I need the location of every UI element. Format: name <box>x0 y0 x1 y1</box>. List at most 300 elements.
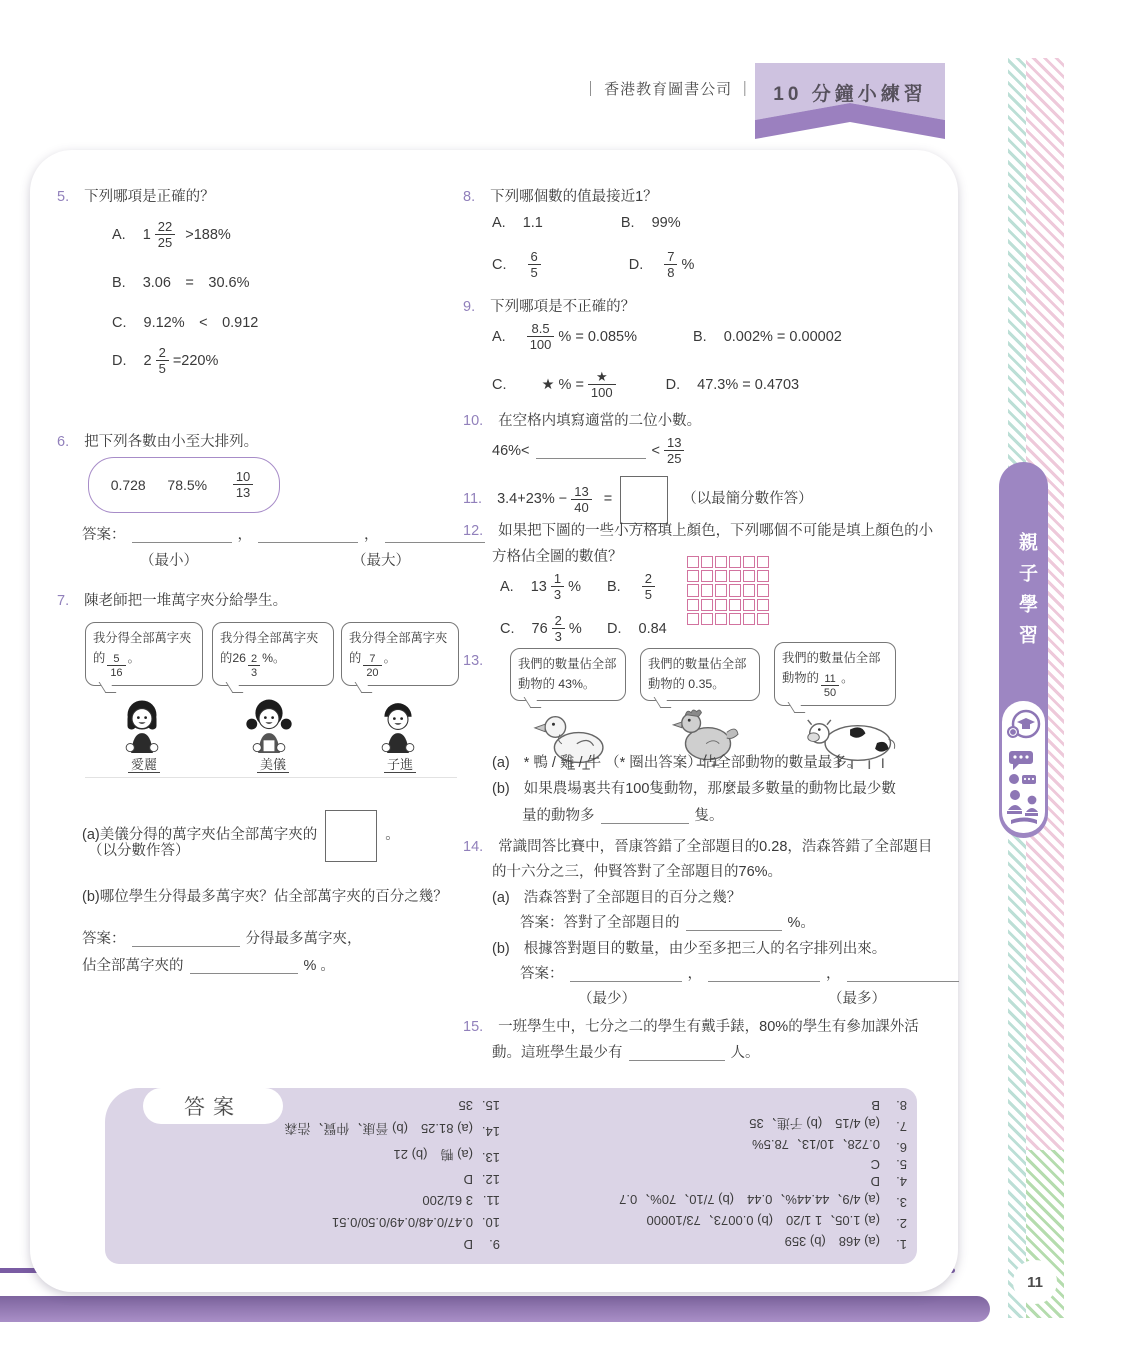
option-value: 9.12% < 0.912 <box>143 315 259 331</box>
denominator: 16 <box>107 665 125 679</box>
q9-options-ab <box>492 322 842 353</box>
q5-option-a <box>112 220 231 251</box>
part-text: (a)美儀分得的萬字夾佔全部萬字夾的 <box>82 827 318 844</box>
bubble-tail <box>654 697 672 708</box>
part-text: 浩森答對了全部題目的百分之幾？ <box>523 890 742 906</box>
part-label: (a) <box>492 890 510 906</box>
bubble-text: 我們的數量佔全部動物的 43%。 <box>518 657 617 691</box>
numerator: 13 <box>574 483 589 499</box>
answer-number: 13. <box>481 1149 500 1165</box>
grid-cell <box>743 570 755 582</box>
answer-value: 3 61/200 <box>422 1193 473 1209</box>
bubble-text: 。 <box>841 670 854 685</box>
answer-key-row <box>123 1172 500 1187</box>
denominator: 100 <box>527 336 555 352</box>
numerator: ★ <box>595 369 608 384</box>
q8-options-ab <box>492 214 681 234</box>
denominator: 50 <box>821 685 839 699</box>
q14-part-b-answer <box>520 965 965 985</box>
denominator: 5 <box>642 586 655 602</box>
option-value: =220% <box>172 352 219 369</box>
numerator: 7 <box>369 652 376 665</box>
answer-number: 10. <box>481 1215 500 1231</box>
question-12-line2: 方格佔全圖的數值？ <box>492 549 623 565</box>
question-14-header <box>463 838 932 858</box>
q7-part-b: (b)哪位學生分得最多萬字夾？佔全部萬字夾的百分之幾？ <box>82 889 448 905</box>
kid-name: 愛麗 <box>85 754 203 773</box>
option-label: C. <box>492 376 507 393</box>
question-text: 如果把下圖的一些小方格填上顏色，下列哪個不可能是填上顏色的小 <box>498 523 934 539</box>
answer-key-row <box>123 1120 500 1139</box>
answer-value: C <box>870 1157 880 1172</box>
numerator: 5 <box>113 652 120 665</box>
grid-cell <box>715 599 727 611</box>
fraction <box>248 653 260 679</box>
parent-child-learning-icon <box>1005 707 1043 827</box>
question-text: 下列哪項是不正確的？ <box>490 299 636 315</box>
note-text: （以最簡分數作答） <box>682 491 813 508</box>
option-label: B. <box>620 215 635 231</box>
answer-label: 答案： <box>82 931 126 947</box>
q13-part-b <box>492 780 896 800</box>
bubble-text: 我分得全部萬字夾的 <box>349 631 448 665</box>
fraction <box>107 653 125 679</box>
question-6-header <box>57 433 258 453</box>
answer-number: 6. <box>896 1140 907 1155</box>
answer-key-row <box>123 1215 500 1230</box>
option-value: 13 <box>530 578 547 595</box>
q6-number-box <box>88 457 280 513</box>
question-15-line2 <box>492 1044 760 1064</box>
expression-text: < <box>651 442 660 459</box>
answer-number: 4. <box>896 1174 907 1189</box>
bubble-text: 我們的數量佔全部動物的 <box>782 651 881 685</box>
q5-option-b <box>112 274 250 294</box>
grid-cell <box>701 584 713 596</box>
page-number-badge <box>1013 1260 1057 1304</box>
answer-number: 7. <box>896 1119 907 1134</box>
separator: ， <box>364 527 379 543</box>
question-9-header <box>463 298 635 318</box>
numerator: 2 <box>644 571 652 586</box>
question-number: 10. <box>463 413 484 429</box>
grid-cell <box>687 599 699 611</box>
answer-number: 2. <box>896 1216 907 1231</box>
grid-cell <box>757 599 769 611</box>
fraction <box>588 370 616 401</box>
answer-key-row <box>500 1098 907 1113</box>
answer-value: (a) 鴨 (b) 21 <box>393 1146 473 1162</box>
option-label: D. <box>607 621 622 637</box>
page-number: 11 <box>1027 1273 1043 1291</box>
denominator: 5 <box>156 360 169 376</box>
kid-name: 子進 <box>341 754 459 773</box>
fraction <box>155 220 175 251</box>
q14-part-b <box>492 940 886 960</box>
expression-text: = <box>603 491 613 508</box>
answer-label: 答案： <box>520 966 564 982</box>
answer-key-row <box>123 1237 500 1252</box>
option-label: A. <box>112 226 126 243</box>
option-label: A. <box>492 328 506 345</box>
numerator: 10 <box>235 468 251 484</box>
option-label: C. <box>492 256 507 273</box>
answer-number: 14. <box>481 1123 500 1139</box>
answer-key-column-1 <box>500 1098 907 1252</box>
numerator: 6 <box>530 249 538 264</box>
part-text: 隻。 <box>694 808 724 824</box>
answer-key-row <box>500 1212 907 1231</box>
q9-options-cd <box>492 370 799 401</box>
answer-key-row <box>123 1146 500 1165</box>
option-label: C. <box>500 620 515 637</box>
answer-blank <box>132 932 240 947</box>
fraction <box>664 250 677 281</box>
question-text: 動。這班學生最少有 <box>492 1045 623 1061</box>
numerator: 1 <box>553 571 562 586</box>
grid-cell <box>687 613 699 625</box>
grid-cell <box>743 599 755 611</box>
answer-key-row <box>500 1115 907 1134</box>
answer-value: (a) 468 (b) 359 <box>784 1234 880 1249</box>
question-number: 12. <box>463 523 484 539</box>
fraction <box>363 653 381 679</box>
answer-key-title: 答案 <box>143 1088 283 1124</box>
denominator: 3 <box>552 628 565 644</box>
fraction <box>664 436 684 467</box>
grid-cell <box>757 584 769 596</box>
q13-part-a <box>492 754 861 774</box>
fraction <box>551 572 564 603</box>
speech-bubble <box>212 622 334 686</box>
part-label: (a) <box>492 755 510 771</box>
bubble-text: 我們的數量佔全部動物的 0.35。 <box>648 657 747 691</box>
expression-text: 3.4+23% − <box>497 491 568 508</box>
answer-blank <box>686 916 782 931</box>
answer-key-row <box>500 1191 907 1210</box>
q7-answer-line-1 <box>82 930 362 950</box>
fraction <box>233 470 253 501</box>
bubble-text: 26 <box>232 650 246 665</box>
option-label: A. <box>500 578 514 595</box>
answer-box-square <box>325 810 377 862</box>
answer-text: % 。 <box>303 958 335 974</box>
question-number: 8. <box>463 189 476 205</box>
option-value: 0.002% = 0.00002 <box>723 328 842 345</box>
option-value: >188% <box>185 226 231 243</box>
denominator: 13 <box>233 484 253 500</box>
grid-cell <box>729 599 741 611</box>
answer-value: B <box>871 1098 880 1113</box>
bubble-text: 我分得全部萬字夾的 <box>220 631 319 665</box>
part-label: (b) <box>492 941 510 957</box>
option-value: 76 <box>531 620 548 637</box>
part-text: 根據答對題目的數量，由少至多把三人的名字排列出來。 <box>523 941 887 957</box>
part-text: 量的動物多 <box>522 808 595 824</box>
expression-text: 46%< <box>492 442 530 459</box>
answer-number: 9. <box>489 1237 500 1252</box>
q14-part-a-answer <box>520 914 815 934</box>
question-13-number <box>463 652 498 672</box>
kid-figure <box>212 622 334 777</box>
grid-cell <box>729 613 741 625</box>
answer-key-box <box>105 1088 917 1264</box>
denominator: 40 <box>571 499 591 515</box>
grid-cell <box>729 584 741 596</box>
answer-value: 0.47/0.48/0.49/0.50/0.51 <box>332 1215 473 1231</box>
q7-answer-line-2 <box>82 957 335 977</box>
q12-grid <box>687 556 769 625</box>
question-text: 一班學生中，七分之二的學生有戴手錶，80%的學生有參加課外活 <box>498 1019 919 1035</box>
answer-number: 3. <box>896 1195 907 1210</box>
numerator: 2 <box>251 652 258 665</box>
answer-number: 11. <box>482 1193 500 1209</box>
kid-name: 美儀 <box>212 754 334 773</box>
option-value: 3.06 = 30.6% <box>142 275 250 291</box>
answer-key-row <box>500 1136 907 1155</box>
grid-cell <box>701 613 713 625</box>
girl-bob-illustration <box>113 693 171 755</box>
question-number: 13. <box>463 653 484 669</box>
answer-blank <box>258 528 358 543</box>
answer-value: D <box>463 1171 473 1187</box>
bubble-tail <box>524 697 542 708</box>
question-text: 在空格内填寫適當的二位小數。 <box>498 413 702 429</box>
question-text: 把下列各數由小至大排列。 <box>84 434 259 450</box>
speech-bubble <box>510 648 626 701</box>
numerator: 22 <box>157 219 173 234</box>
banner-ribbon <box>755 63 945 148</box>
denominator: 25 <box>664 450 684 466</box>
grid-cell <box>729 570 741 582</box>
separator: ， <box>237 527 252 543</box>
answer-box-square <box>620 476 668 524</box>
denominator: 20 <box>363 665 381 679</box>
denominator: 3 <box>248 665 260 679</box>
bubble-tail <box>355 682 373 693</box>
part-text: * 鴨 / 雞 / 牛 （* 圈出答案）佔全部動物的數量最多。 <box>523 755 862 771</box>
answer-blank <box>629 1046 725 1061</box>
q5-option-c <box>112 314 258 334</box>
grid-cell <box>687 556 699 568</box>
question-number: 6. <box>57 434 70 450</box>
question-12-header <box>463 522 933 542</box>
bubble-text: %。 <box>262 650 286 665</box>
answer-label: 答案： <box>82 527 126 543</box>
banner-title: 10 分鐘小練習 <box>773 84 927 105</box>
fraction <box>642 572 655 603</box>
question-text: 常識問答比賽中，晉康答錯了全部題目的0.28，浩森答錯了全部題目 <box>498 839 933 855</box>
q5-option-d <box>112 346 218 377</box>
answer-value: 35 <box>458 1098 473 1114</box>
question-14-line2: 的十六分之三，仲賢答對了全部題目的76%。 <box>492 864 783 880</box>
grid-cell <box>715 584 727 596</box>
option-value: 1 <box>142 226 151 243</box>
grid-cell <box>729 556 741 568</box>
answer-key-row <box>500 1174 907 1189</box>
q12-option-a <box>500 572 581 603</box>
q10-line <box>492 436 688 467</box>
option-label: B. <box>607 578 621 595</box>
grid-cell <box>687 570 699 582</box>
question-number: 5. <box>57 189 70 205</box>
q13-illustration <box>510 636 958 770</box>
grid-cell <box>715 613 727 625</box>
question-5-header <box>57 188 215 208</box>
question-text: 陳老師把一堆萬字夾分給學生。 <box>84 593 288 609</box>
bubble-text: 我分得全部萬字夾的 <box>93 631 192 665</box>
bubble-tail <box>788 702 806 713</box>
option-label: D. <box>665 376 681 393</box>
q14-least-label: （最少） <box>578 991 636 1007</box>
answer-blank <box>601 809 689 824</box>
answer-value: (a) 1.05、1 1/20 (b) 0.0073、73/10000 <box>646 1213 880 1228</box>
q14-part-a <box>492 889 741 909</box>
speech-bubble <box>85 622 203 686</box>
answer-key-column-2 <box>123 1098 500 1252</box>
part-text: 。 <box>385 827 400 844</box>
learning-icons-blob <box>1002 701 1045 833</box>
separator: ， <box>826 966 841 982</box>
answer-blank <box>708 967 820 982</box>
fraction <box>528 250 541 281</box>
option-value: 2 <box>143 352 152 369</box>
denominator: 100 <box>588 384 616 400</box>
question-number: 14. <box>463 839 484 855</box>
kid-figure <box>85 622 203 777</box>
answer-value: (a) 4/15 (b) 子進、35 <box>749 1116 880 1131</box>
number-item: 78.5% <box>167 476 208 493</box>
denominator: 3 <box>551 586 564 602</box>
grid-cell <box>715 570 727 582</box>
denominator: 8 <box>664 264 677 280</box>
question-15-header <box>463 1018 919 1038</box>
grid-cell <box>757 613 769 625</box>
option-value: ★ % = <box>541 376 584 393</box>
speech-bubble <box>341 622 459 686</box>
numerator: 11 <box>824 672 836 685</box>
grid-cell <box>701 570 713 582</box>
separator: ， <box>687 966 702 982</box>
kid-figure <box>341 622 459 777</box>
option-value: 1.1 <box>522 215 543 231</box>
question-text: 下列哪項是正確的？ <box>84 189 215 205</box>
publisher-name: ｜ 香港教育圖書公司 ｜ <box>583 81 754 98</box>
question-8-header <box>463 188 658 208</box>
content-card <box>30 150 958 1292</box>
q8-options-cd <box>492 250 694 281</box>
question-text: 下列哪個數的值最接近1？ <box>490 189 658 205</box>
question-11 <box>463 476 813 524</box>
answer-text: 佔全部萬字夾的 <box>82 958 184 974</box>
answer-number: 8. <box>896 1098 907 1113</box>
answer-text: 分得最多萬字夾， <box>245 931 362 947</box>
q14-most-label: （最多） <box>828 991 886 1007</box>
q12-option-b <box>607 572 659 603</box>
numerator: 8.5 <box>531 321 550 336</box>
answer-value: 0.728、10/13、78.5% <box>752 1137 880 1152</box>
option-label: B. <box>693 328 707 345</box>
fraction <box>571 485 591 516</box>
question-number: 7. <box>57 593 70 609</box>
grid-cell <box>743 584 755 596</box>
option-value: % = 0.085% <box>558 328 638 345</box>
number-item: 0.728 <box>110 476 146 493</box>
answer-value: D <box>870 1174 880 1189</box>
fraction <box>821 673 839 699</box>
denominator: 25 <box>155 234 175 250</box>
option-value: 99% <box>651 215 681 231</box>
grid-cell <box>743 556 755 568</box>
answer-number: 15. <box>481 1098 500 1114</box>
grid-cell <box>743 613 755 625</box>
part-label: (b) <box>492 781 510 797</box>
grid-cell <box>715 556 727 568</box>
numerator: 7 <box>667 249 675 264</box>
answer-value: (a) 4/9、44.44%、0.44 (b) 7/10、70%、0.7 <box>619 1192 880 1207</box>
answer-blank <box>132 528 232 543</box>
answer-key-content <box>123 1098 907 1252</box>
question-text: 人。 <box>730 1045 760 1061</box>
option-value: 0.84 <box>638 621 667 637</box>
speech-bubble <box>774 642 896 706</box>
parent-learning-label: 親子學習 <box>1016 532 1037 656</box>
answer-key-row <box>123 1098 500 1113</box>
grid-cell <box>701 556 713 568</box>
q7-part-a-note: （以分數作答） <box>88 843 190 859</box>
bubble-text: 。 <box>127 650 140 665</box>
answer-value: D <box>463 1237 473 1252</box>
girl-pigtails-illustration <box>240 693 298 755</box>
grid-cell <box>757 556 769 568</box>
q13-part-b-line2 <box>522 807 724 827</box>
q6-min-label: （最小） <box>140 553 198 569</box>
footer-band <box>0 1296 990 1322</box>
answer-blank <box>847 967 959 982</box>
option-label: C. <box>112 315 127 331</box>
option-value: % <box>568 578 581 595</box>
answer-number: 12. <box>481 1171 500 1187</box>
grid-cell <box>757 570 769 582</box>
q6-answer-line <box>82 526 491 546</box>
answer-value: (a) 81.25 (b) 晉康、仲賢、浩森 <box>284 1120 473 1136</box>
question-number: 9. <box>463 299 476 315</box>
option-label: D. <box>112 352 127 369</box>
option-value: % <box>568 620 582 637</box>
answer-blank <box>536 444 646 459</box>
grid-cell <box>687 584 699 596</box>
answer-text: %。 <box>787 915 815 931</box>
bubble-tail <box>99 682 117 693</box>
option-value: 47.3% = 0.4703 <box>697 376 800 393</box>
option-label: D. <box>628 256 644 273</box>
answer-key-row <box>123 1193 500 1208</box>
boy-illustration <box>369 693 427 755</box>
answer-blank <box>190 959 298 974</box>
fraction <box>527 322 555 353</box>
part-text: 如果農場裏共有100隻動物，那麼最多數量的動物比最少數 <box>523 781 896 797</box>
parent-learning-tab <box>999 462 1048 838</box>
answer-blank <box>570 967 682 982</box>
option-label: A. <box>492 215 506 231</box>
answer-key-row <box>500 1233 907 1252</box>
numerator: 2 <box>158 345 166 360</box>
answer-key-row <box>500 1157 907 1172</box>
numerator: 13 <box>666 435 682 450</box>
question-10-header <box>463 412 701 432</box>
numerator: 2 <box>554 613 562 628</box>
question-7-header <box>57 592 287 612</box>
